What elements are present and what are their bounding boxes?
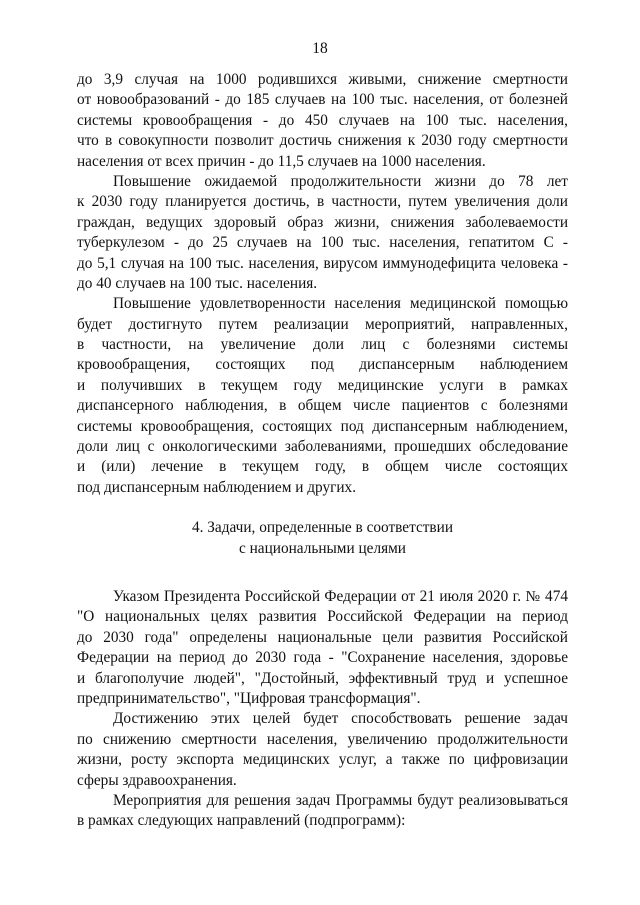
text-line: Достижению этих целей будет способствовать решение задач (113, 710, 568, 728)
text-line: Указом Президента Российской Федерации от 21 июля 2020 г. № 474 (113, 587, 568, 605)
text-line: и благополучие людей", "Достойный, эффективный труд и успешное (77, 669, 568, 687)
paragraph-satisfaction (77, 294, 568, 498)
text-line: граждан, ведущих здоровый образ жизни, снижения заболеваемости (77, 213, 568, 231)
text-line: от новообразований - до 185 случаев на 100 тыс. населения, от болезней (77, 91, 568, 109)
text-line: будет достигнуто путем реализации мероприятий, направленных, (77, 315, 568, 333)
text-line: до 5,1 случая на 100 тыс. населения, вирусом иммунодефицита человека - (77, 254, 568, 272)
paragraph-presidential-decree (77, 587, 568, 709)
section-heading-line: с национальными целями (239, 539, 406, 557)
text-line: до 2030 года" определены национальные цели развития Российской (77, 628, 568, 646)
text-line: до 40 случаев на 100 тыс. населения. (77, 274, 318, 292)
text-line: до 3,9 случая на 1000 родившихся живыми, снижение смертности (77, 71, 568, 88)
spacer (77, 498, 568, 518)
text-line: "О национальных целях развития Российской Федерации на период (77, 608, 568, 626)
section-heading (77, 518, 568, 559)
text-line: жизни, росту экспорта медицинских услуг, а также по цифровизации (77, 751, 568, 769)
paragraph-program-measures (77, 791, 568, 832)
page-number: 18 (312, 40, 328, 57)
spacer (77, 559, 568, 587)
text-line: под диспансерным наблюдением и других. (77, 478, 357, 496)
text-line: и (или) лечение в текущем году, в общем числе состоящих (77, 458, 568, 476)
section-heading-line: 4. Задачи, определенные в соответствии (191, 519, 454, 537)
text-line: Повышение ожидаемой продолжительности жизни до 78 лет (113, 172, 568, 190)
text-line: сферы здравоохранения. (77, 771, 237, 789)
text-line: что в совокупности позволит достичь снижения к 2030 году смертности (77, 132, 568, 150)
text-line: системы кровообращения - до 450 случаев на 100 тыс. населения, (77, 111, 568, 129)
text-line: и получивших в текущем году медицинские услуги в рамках (77, 376, 568, 394)
text-line: системы кровообращения, состоящих под диспансерным наблюдением, (77, 417, 568, 435)
text-line: Мероприятия для решения задач Программы будут реализовываться (113, 791, 568, 809)
paragraph-infant-mortality (77, 70, 568, 172)
text-line: предпринимательство", "Цифровая трансформация". (77, 689, 421, 707)
text-line: к 2030 году планируется достичь, в частности, путем увеличения доли (77, 193, 568, 211)
paragraph-life-expectancy (77, 172, 568, 294)
paragraph-goals-achievement (77, 709, 568, 791)
text-line: в рамках следующих направлений (подпрограмм): (77, 812, 406, 830)
text-line: населения от всех причин - до 11,5 случаев на 1000 населения. (77, 152, 486, 170)
text-line: Федерации на период до 2030 года - "Сохранение населения, здоровье (77, 649, 568, 667)
page-content (77, 70, 568, 832)
text-line: туберкулезом - до 25 случаев на 100 тыс. населения, гепатитом С - (77, 234, 568, 252)
text-line: доли лиц с онкологическими заболеваниями, прошедших обследование (77, 438, 568, 456)
text-line: Повышение удовлетворенности населения медицинской помощью (113, 295, 568, 313)
text-line: по снижению смертности населения, увеличению продолжительности (77, 730, 568, 748)
text-line: диспансерного наблюдения, в общем числе пациентов с болезнями (77, 397, 568, 415)
text-line: в частности, на увеличение доли лиц с болезнями системы (77, 336, 568, 354)
text-line: кровообращения, состоящих под диспансерным наблюдением (77, 356, 568, 374)
